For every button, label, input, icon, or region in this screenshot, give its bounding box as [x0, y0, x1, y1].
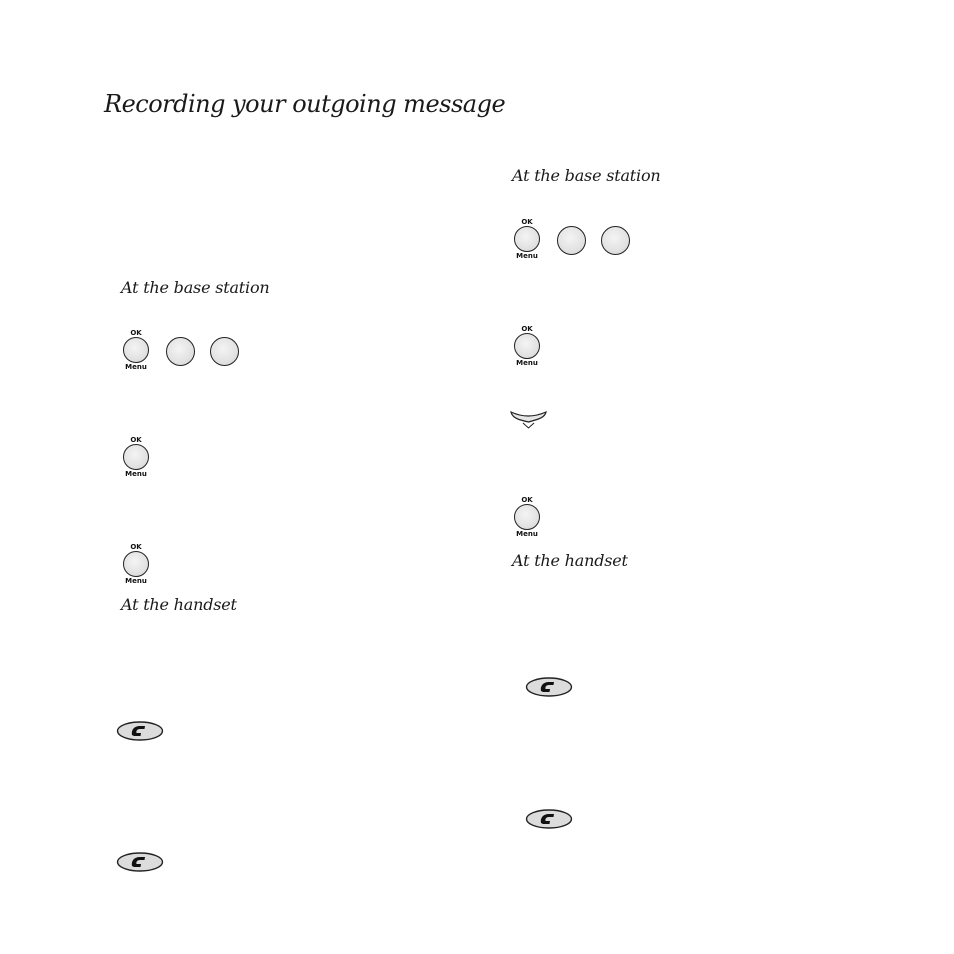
- ok-label: OK: [521, 325, 533, 333]
- blank-round-key-icon: [210, 337, 239, 366]
- blank-round-key-icon: [557, 226, 586, 255]
- ok-menu-button-icon: [120, 329, 152, 371]
- ok-menu-key-circle: [514, 226, 540, 252]
- menu-label: Menu: [125, 577, 147, 585]
- left-handset-heading: At the handset: [121, 595, 237, 614]
- ok-menu-button-icon: [511, 218, 543, 260]
- talk-handset-icon: [116, 720, 164, 742]
- ok-label: OK: [130, 543, 142, 551]
- menu-label: Menu: [516, 359, 538, 367]
- ok-menu-key-circle: [123, 551, 149, 577]
- talk-handset-icon: [116, 851, 164, 873]
- ok-menu-button-icon: [120, 543, 152, 585]
- ok-menu-button-icon: [511, 496, 543, 538]
- left-base-heading: At the base station: [121, 278, 270, 297]
- page-title: Recording your outgoing message: [104, 90, 506, 118]
- ok-menu-key-circle: [514, 504, 540, 530]
- ok-label: OK: [130, 329, 142, 337]
- scroll-down-icon: [509, 408, 549, 430]
- menu-label: Menu: [516, 530, 538, 538]
- right-base-heading: At the base station: [512, 166, 661, 185]
- ok-menu-button-icon: [511, 325, 543, 367]
- menu-label: Menu: [125, 470, 147, 478]
- talk-handset-icon: [525, 808, 573, 830]
- ok-menu-key-circle: [123, 444, 149, 470]
- ok-label: OK: [521, 218, 533, 226]
- talk-handset-icon: [525, 676, 573, 698]
- ok-label: OK: [130, 436, 142, 444]
- ok-menu-key-circle: [514, 333, 540, 359]
- blank-round-key-icon: [166, 337, 195, 366]
- blank-round-key-icon: [601, 226, 630, 255]
- ok-label: OK: [521, 496, 533, 504]
- ok-menu-key-circle: [123, 337, 149, 363]
- ok-menu-button-icon: [120, 436, 152, 478]
- right-handset-heading: At the handset: [512, 551, 628, 570]
- menu-label: Menu: [516, 252, 538, 260]
- menu-label: Menu: [125, 363, 147, 371]
